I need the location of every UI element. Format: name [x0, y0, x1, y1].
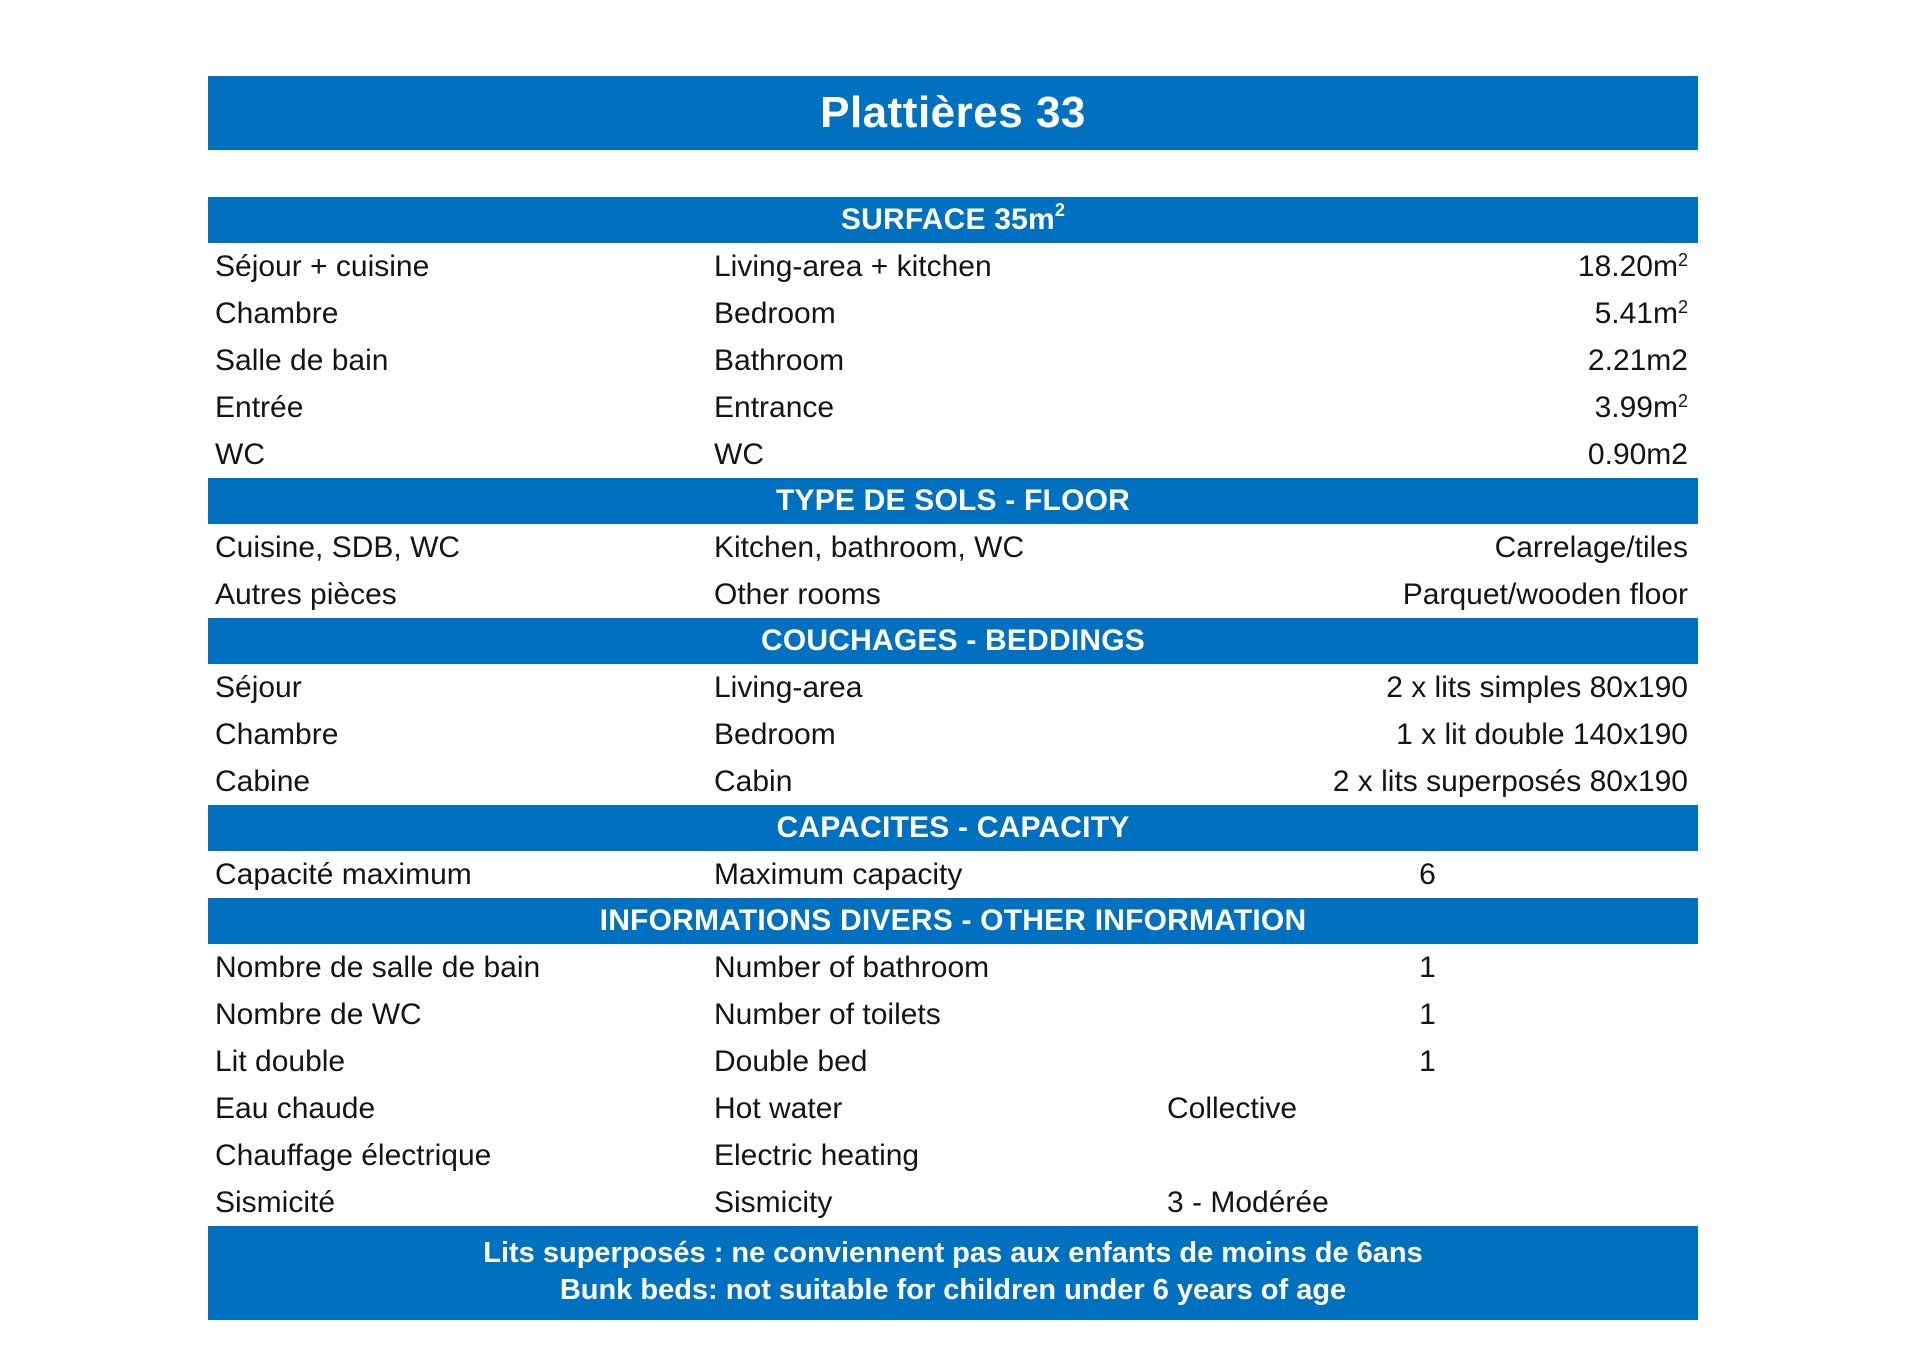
- row-value: 1: [1419, 997, 1436, 1031]
- label-en: Number of bathroom: [714, 950, 990, 984]
- section-header-surface-label: SURFACE 35m: [840, 203, 1055, 236]
- label-fr: Salle de bain: [215, 343, 389, 377]
- row-value: 3 - Modérée: [1167, 1185, 1329, 1219]
- footer-notice-fr: Lits superposés : ne conviennent pas aux enfants de moins de 6ans: [483, 1237, 1423, 1269]
- label-en: Double bed: [714, 1044, 868, 1078]
- table-row: [208, 991, 1698, 1038]
- label-en: WC: [714, 437, 764, 471]
- label-fr: Chambre: [215, 296, 339, 330]
- row-value: 1: [1419, 950, 1436, 984]
- table-row: [208, 1038, 1698, 1085]
- section-header-beddings: [208, 618, 1698, 664]
- page-title: Plattières 33: [820, 88, 1086, 137]
- row-value: $5.41m^2$: [1594, 296, 1688, 330]
- label-fr: Capacité maximum: [215, 857, 472, 891]
- label-en: Bedroom: [714, 296, 836, 330]
- table-row: [208, 384, 1698, 431]
- row-value: 1: [1419, 1044, 1436, 1078]
- footer-notice-en: Bunk beds: not suitable for children under 6 years of age: [559, 1274, 1347, 1306]
- table-row: [208, 290, 1698, 337]
- row-value: 1 x lit double 140x190: [1396, 717, 1688, 751]
- label-fr: WC: [215, 437, 265, 471]
- label-en: Kitchen, bathroom, WC: [714, 530, 1025, 564]
- row-value: 0.90m2: [1587, 437, 1688, 471]
- table-row: [208, 711, 1698, 758]
- label-fr: Cabine: [215, 764, 311, 798]
- row-value: $3.99m^2$: [1594, 390, 1688, 424]
- section-header-floor-label: TYPE DE SOLS - FLOOR: [775, 484, 1131, 517]
- table-row: [208, 337, 1698, 384]
- table-row: [208, 1179, 1698, 1226]
- label-fr: Lit double: [215, 1044, 346, 1078]
- label-en: Cabin: [714, 764, 793, 798]
- table-row: [208, 431, 1698, 478]
- label-fr: Autres pièces: [215, 577, 397, 611]
- section-header-capacity: [208, 805, 1698, 851]
- value-sup: 2: [1677, 296, 1688, 317]
- section-header-capacity-label: CAPACITES - CAPACITY: [776, 811, 1130, 844]
- value-sup: 2: [1677, 249, 1688, 270]
- table-row: [208, 1132, 1698, 1179]
- row-value: 6: [1419, 857, 1436, 891]
- label-fr: Nombre de WC: [215, 997, 422, 1031]
- label-en: Hot water: [714, 1091, 843, 1125]
- label-fr: Eau chaude: [215, 1091, 376, 1125]
- label-en: Living-area + kitchen: [714, 249, 992, 283]
- label-fr: Chambre: [215, 717, 339, 751]
- label-en: Sismicity: [714, 1185, 833, 1219]
- label-en: Living-area: [714, 670, 863, 704]
- label-en: Number of toilets: [714, 997, 941, 1031]
- table-row: [208, 851, 1698, 898]
- label-en: Other rooms: [714, 577, 881, 611]
- table-row: [208, 758, 1698, 805]
- table-row: [208, 664, 1698, 711]
- label-fr: Entrée: [215, 390, 304, 424]
- label-fr: Nombre de salle de bain: [215, 950, 541, 984]
- label-en: Maximum capacity: [714, 857, 963, 891]
- footer-notice: [208, 1226, 1698, 1320]
- label-en: Bathroom: [714, 343, 845, 377]
- label-en: Bedroom: [714, 717, 836, 751]
- section-header-beddings-label: COUCHAGES - BEDDINGS: [760, 624, 1146, 657]
- property-info-sheet: [208, 76, 1698, 1320]
- label-fr: Cuisine, SDB, WC: [215, 530, 461, 564]
- title-bar: [208, 76, 1698, 150]
- table-row: [208, 944, 1698, 991]
- table-row: [208, 571, 1698, 618]
- table-row: [208, 524, 1698, 571]
- row-value: 2 x lits superposés 80x190: [1332, 764, 1688, 798]
- value-sup: 2: [1677, 390, 1688, 411]
- row-value: 2.21m2: [1587, 343, 1688, 377]
- row-value: Collective: [1167, 1091, 1298, 1125]
- table-row: [208, 243, 1698, 290]
- label-fr: Séjour + cuisine: [215, 249, 430, 283]
- section-header-other-info: [208, 898, 1698, 944]
- row-value: 2 x lits simples 80x190: [1386, 670, 1688, 704]
- label-fr: Sismicité: [215, 1185, 336, 1219]
- label-en: Entrance: [714, 390, 835, 424]
- row-value: Parquet/wooden floor: [1402, 577, 1688, 611]
- section-header-other-info-label: INFORMATIONS DIVERS - OTHER INFORMATION: [599, 904, 1307, 937]
- table-row: [208, 1085, 1698, 1132]
- row-value: Carrelage/tiles: [1494, 530, 1688, 564]
- section-header-surface: SURFACE 35m 2: [208, 197, 1698, 243]
- label-fr: Chauffage électrique: [215, 1138, 492, 1172]
- row-value: $18.20m^2$: [1577, 249, 1688, 283]
- section-header-floor: [208, 478, 1698, 524]
- label-fr: Séjour: [215, 670, 302, 704]
- label-en: Electric heating: [714, 1138, 920, 1172]
